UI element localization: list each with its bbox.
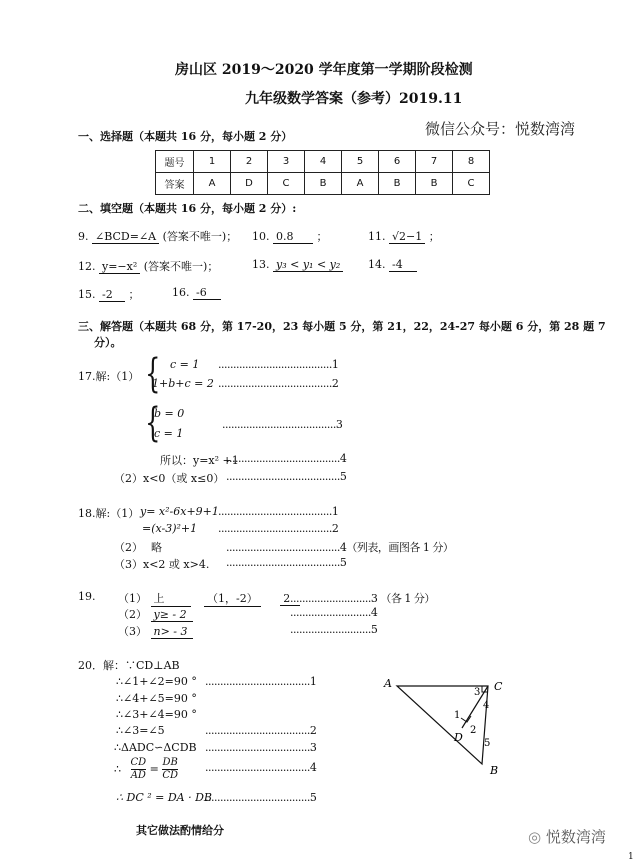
angle-label-2: 2	[470, 725, 477, 736]
wechat-label: 微信公众号：悦数湾湾	[425, 120, 576, 138]
q19-number: 19.	[78, 590, 96, 603]
q20-footer: 其它做法酌情给分	[136, 824, 224, 837]
q19-answer5: n> - 3	[151, 625, 193, 639]
q9-number: 9.	[78, 230, 89, 243]
section3-heading	[78, 318, 606, 334]
q20-line7: ∴ DC ² = DA · DB	[116, 791, 213, 804]
fraction-denominator: AD	[130, 770, 146, 781]
q11-end: ；	[428, 230, 440, 243]
q20-fraction-db-cd	[162, 757, 178, 782]
q19-part1-label: （1）	[118, 592, 147, 605]
q13-number: 13.	[252, 258, 270, 271]
table-cell: 7	[416, 151, 453, 173]
q20-leader4: ...................................4	[205, 761, 317, 774]
q18-part3: （3）x<2 或 x>4.	[114, 558, 210, 571]
q19-part1	[118, 590, 300, 607]
q11-number: 11.	[368, 230, 386, 243]
q12-number: 12.	[78, 260, 96, 273]
vertex-label-c: C	[494, 680, 503, 693]
q19-leader5: ...........................5	[290, 623, 378, 636]
table-cell: 答案	[156, 173, 194, 195]
q19-answer3: 2	[280, 592, 300, 606]
q20-line4: ∴∠3=∠5	[116, 724, 165, 737]
q20-leader2: ...................................2	[205, 724, 317, 737]
q20-therefore: ∴	[114, 762, 121, 776]
vertex-label-a: A	[384, 677, 392, 690]
q14-number: 14.	[368, 258, 386, 271]
table-cell: 3	[268, 151, 305, 173]
q9	[78, 228, 237, 244]
q17-leader3: ......................................3	[222, 418, 343, 431]
angle-label-3: 3	[474, 687, 481, 698]
q18-leader2: ......................................2	[218, 522, 339, 535]
q10-number: 10.	[252, 230, 270, 243]
table-row	[156, 173, 490, 195]
q16	[172, 286, 221, 300]
q19-part3	[118, 623, 193, 639]
q20-line2: ∴∠4+∠5=90 °	[116, 692, 197, 705]
table-cell: A	[342, 173, 379, 195]
table-cell: 5	[342, 151, 379, 173]
q17-sys2-eq1: b = 0	[154, 407, 185, 420]
q12-answer: y=−x²	[99, 260, 140, 274]
brace-icon: {	[145, 351, 161, 397]
q12-note: (答案不唯一)；	[143, 260, 219, 273]
section2-heading: 二、填空题（本题共 16 分，每小题 2 分）:	[78, 202, 297, 215]
q19-part2-label: （2）	[118, 608, 147, 621]
page-number: 1	[628, 852, 634, 862]
q20-line5: ∴ΔADC∽ΔCDB	[114, 741, 197, 754]
q17-leader2: ......................................2	[218, 377, 339, 390]
q12	[78, 258, 218, 274]
angle-label-5: 5	[484, 738, 491, 749]
q10	[252, 228, 328, 244]
table-cell: D	[231, 173, 268, 195]
doc-title: 房山区 2019～2020 学年度第一学期阶段检测	[175, 62, 473, 78]
q19-answer4: y≥ - 2	[151, 608, 193, 622]
q20-label: 20．解：∵CD⊥AB	[78, 659, 180, 672]
q18-part2-label: （2）	[114, 541, 143, 554]
q20-leader5: ...................................5	[205, 791, 317, 804]
watermark	[528, 826, 606, 847]
q13-answer: y₃ < y₁ < y₂	[273, 258, 343, 272]
q16-number: 16.	[172, 286, 190, 299]
triangle-figure	[370, 668, 520, 778]
table-cell: A	[194, 173, 231, 195]
q13	[252, 258, 343, 272]
q11	[368, 228, 440, 244]
q20-leader3: ...................................3	[205, 741, 317, 754]
q20-equals: =	[149, 762, 159, 776]
q15-number: 15.	[78, 288, 96, 301]
q15	[78, 286, 140, 302]
q18-part2	[114, 539, 162, 555]
q18-line2: =(x-3)²+1	[142, 522, 198, 535]
q17-sys2-eq2: c = 1	[154, 427, 184, 440]
table-cell: C	[268, 173, 305, 195]
table-cell: 1	[194, 151, 231, 173]
fraction-numerator: CD	[130, 757, 147, 768]
angle-label-1: 1	[454, 710, 461, 721]
q19-answer2: （1，-2）	[204, 590, 261, 607]
q10-answer: 0.8	[273, 230, 313, 244]
table-cell: C	[453, 173, 490, 195]
q9-note: (答案不唯一)；	[162, 230, 238, 243]
q20-leader1: ...................................1	[205, 675, 317, 688]
q17-leader5: ......................................5	[226, 470, 347, 483]
q14-answer: -4	[389, 258, 417, 272]
table-cell: 题号	[156, 151, 194, 173]
table-cell: 4	[305, 151, 342, 173]
q16-answer: -6	[193, 286, 221, 300]
q20-line1: ∴∠1+∠2=90 °	[116, 675, 197, 688]
table-cell: B	[305, 173, 342, 195]
q18-leader1: ......................................1	[218, 505, 339, 518]
section1-heading: 一、选择题（本题共 16 分，每小题 2 分）	[78, 130, 293, 143]
q20-line6	[114, 757, 178, 782]
section3-heading-line2: 分）。	[94, 336, 122, 349]
angle-label-4: 4	[483, 700, 490, 711]
table-row	[156, 151, 490, 173]
table-cell: 8	[453, 151, 490, 173]
table-cell: B	[379, 173, 416, 195]
q17-part2: （2）x<0（或 x≤0）	[114, 472, 225, 485]
table-cell: 2	[231, 151, 268, 173]
wechat-icon: ◎	[528, 828, 542, 846]
q17-so: 所以：y=x² +1	[160, 454, 239, 467]
section3-heading-line1: 三、解答题（本题共 68 分，第 17-20，23 每小题 5 分，第 21，22，24-27 每小题 6 分，第 28 题 7	[78, 320, 606, 333]
q18-leader5: ......................................5	[226, 556, 347, 569]
q11-answer: √2−1	[389, 230, 425, 244]
vertex-label-b: B	[490, 764, 499, 777]
q19-leader4: ...........................4	[290, 606, 378, 619]
q15-answer: -2	[99, 288, 125, 302]
q9-answer: ∠BCD=∠A	[92, 230, 159, 244]
q17-sys1-eq1: c = 1	[170, 358, 200, 371]
q20-fraction-cd-ad	[131, 757, 147, 782]
table-cell: B	[416, 173, 453, 195]
doc-subtitle: 九年级数学答案（参考）2019.11	[245, 91, 463, 107]
q18-line1: y= x²-6x+9+1	[140, 505, 219, 518]
q17-sys1-eq2: 1+b+c = 2	[152, 377, 214, 390]
fraction-numerator: DB	[162, 757, 178, 768]
q15-end: ；	[128, 288, 140, 301]
q10-end: ；	[316, 230, 328, 243]
q18-part2-text: 略	[151, 541, 162, 554]
watermark-text: 悦数湾湾	[545, 828, 606, 846]
brace-icon: {	[145, 400, 161, 446]
q19-part3-label: （3）	[118, 625, 147, 638]
q20-line3: ∴∠3+∠4=90 °	[116, 708, 197, 721]
q17-leader1: ......................................1	[218, 358, 339, 371]
q17-leader4: ......................................4	[226, 452, 347, 465]
q19-answer1: 上	[151, 590, 191, 607]
answer-table	[155, 150, 490, 195]
q19-leader3: ...........................3 （各 1 分）	[290, 592, 435, 605]
q18-label: 18.解:（1）	[78, 507, 140, 520]
q14	[368, 258, 417, 272]
q18-leader4: ......................................4（列表，画图各 1 分）	[226, 541, 454, 554]
q17-label: 17.解:（1）	[78, 370, 140, 383]
table-cell: 6	[379, 151, 416, 173]
fraction-denominator: CD	[162, 770, 179, 781]
q19-part2	[118, 606, 193, 622]
vertex-label-d: D	[454, 731, 463, 744]
